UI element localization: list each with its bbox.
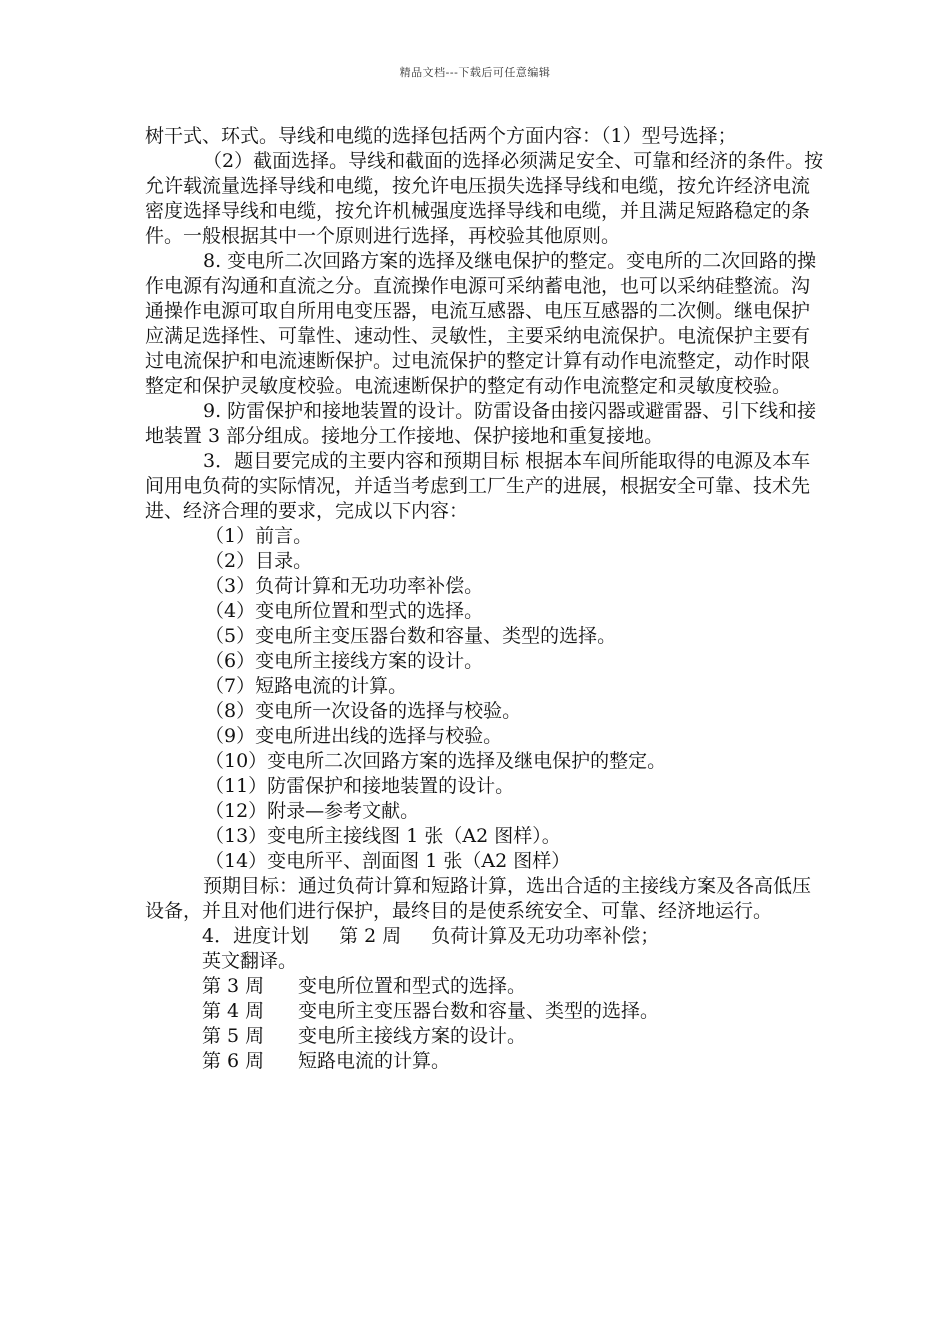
paragraph-cross-section: （2）截面选择。导线和截面的选择必须满足安全、可靠和经济的条件。按允许载流量选择导线和电缆，按允许电压损失选择导线和电缆，按允许经济电流密度选择导线和电缆，按允许机械强度选择导线和电缆，并且满足短路稳定的条件。一般根据其中一个原则进行选择，再校验其他原则。 [145,150,824,247]
schedule-row [145,1049,825,1074]
list-item: （8）变电所一次设备的选择与校验。 [205,700,522,722]
page-header: 精品文档---下载后可任意编辑 [399,66,551,79]
list-item: （3）负荷计算和无功功率补偿。 [205,575,484,597]
paragraph-main-content: 3．题目要完成的主要内容和预期目标 根据本车间所能取得的电源及本车间用电负荷的实际情况，并适当考虑到工厂生产的进展，根据安全可靠、技术先进、经济合理的要求，完成以下内容： [145,450,811,522]
list-item: （12）附录—参考文献。 [205,800,420,822]
list-item: （10）变电所二次回路方案的选择及继电保护的整定。 [205,750,667,772]
schedule-week: 第 6 周 [202,1050,265,1072]
list-item: （9）变电所进出线的选择与校验。 [205,725,503,747]
schedule-task: 短路电流的计算。 [298,1050,451,1072]
schedule-task: 变电所主接线方案的设计。 [298,1025,527,1047]
list-item: （2）目录。 [205,550,313,572]
paragraph-wiring-types: 树干式、环式。导线和电缆的选择包括两个方面内容：（1）型号选择； [145,125,737,147]
schedule-heading: 4．进度计划 [202,925,310,947]
list-item: （11）防雷保护和接地装置的设计。 [205,775,515,797]
list-item: （14）变电所平、剖面图 1 张（A2 图样） [205,850,571,872]
list-item: （13）变电所主接线图 1 张（A2 图样）。 [205,825,561,847]
paragraph-secondary-circuit: 8. 变电所二次回路方案的选择及继电保护的整定。变电所的二次回路的操作电源有沟通和直流之分。直流操作电源可采纳蓄电池，也可以采纳硅整流。沟通操作电源可取自所用电变压器，电流互感器、电压互感器的二次侧。继电保护应满足选择性、可靠性、速动性、灵敏性，主要采纳电流保护。电流保护主要有过电流保护和电流速断保护。过电流保护的整定计算有动作电流整定，动作时限整定和保护灵敏度校验。电流速断保护的整定有动作电流整定和灵敏度校验。 [145,250,817,397]
schedule-row [145,999,825,1024]
document-body [145,124,825,1074]
list-item: （6）变电所主接线方案的设计。 [205,650,484,672]
schedule-week: 第 3 周 [202,975,265,997]
schedule-continuation: 英文翻译。 [202,950,298,972]
schedule-task: 变电所主变压器台数和容量、类型的选择。 [298,1000,660,1022]
schedule-week: 第 2 周 [339,925,402,947]
paragraph-goal: 预期目标：通过负荷计算和短路计算，选出合适的主接线方案及各高低压设备，并且对他们进行保护，最终目的是使系统安全、可靠、经济地运行。 [145,875,812,922]
paragraph-lightning-protection: 9. 防雷保护和接地装置的设计。防雷设备由接闪器或避雷器、引下线和接地装置 3 部分组成。接地分工作接地、保护接地和重复接地。 [145,400,817,447]
schedule-week: 第 4 周 [202,1000,265,1022]
list-item: （1）前言。 [205,525,313,547]
schedule-row [145,1024,825,1049]
schedule-heading-row [145,924,825,949]
schedule-row [145,974,825,999]
list-item: （7）短路电流的计算。 [205,675,408,697]
list-item: （5）变电所主变压器台数和容量、类型的选择。 [205,625,617,647]
list-item: （4）变电所位置和型式的选择。 [205,600,484,622]
schedule-task: 变电所位置和型式的选择。 [298,975,527,997]
content-list [145,524,825,874]
schedule-week: 第 5 周 [202,1025,265,1047]
schedule-task: 负荷计算及无功功率补偿； [431,925,660,947]
